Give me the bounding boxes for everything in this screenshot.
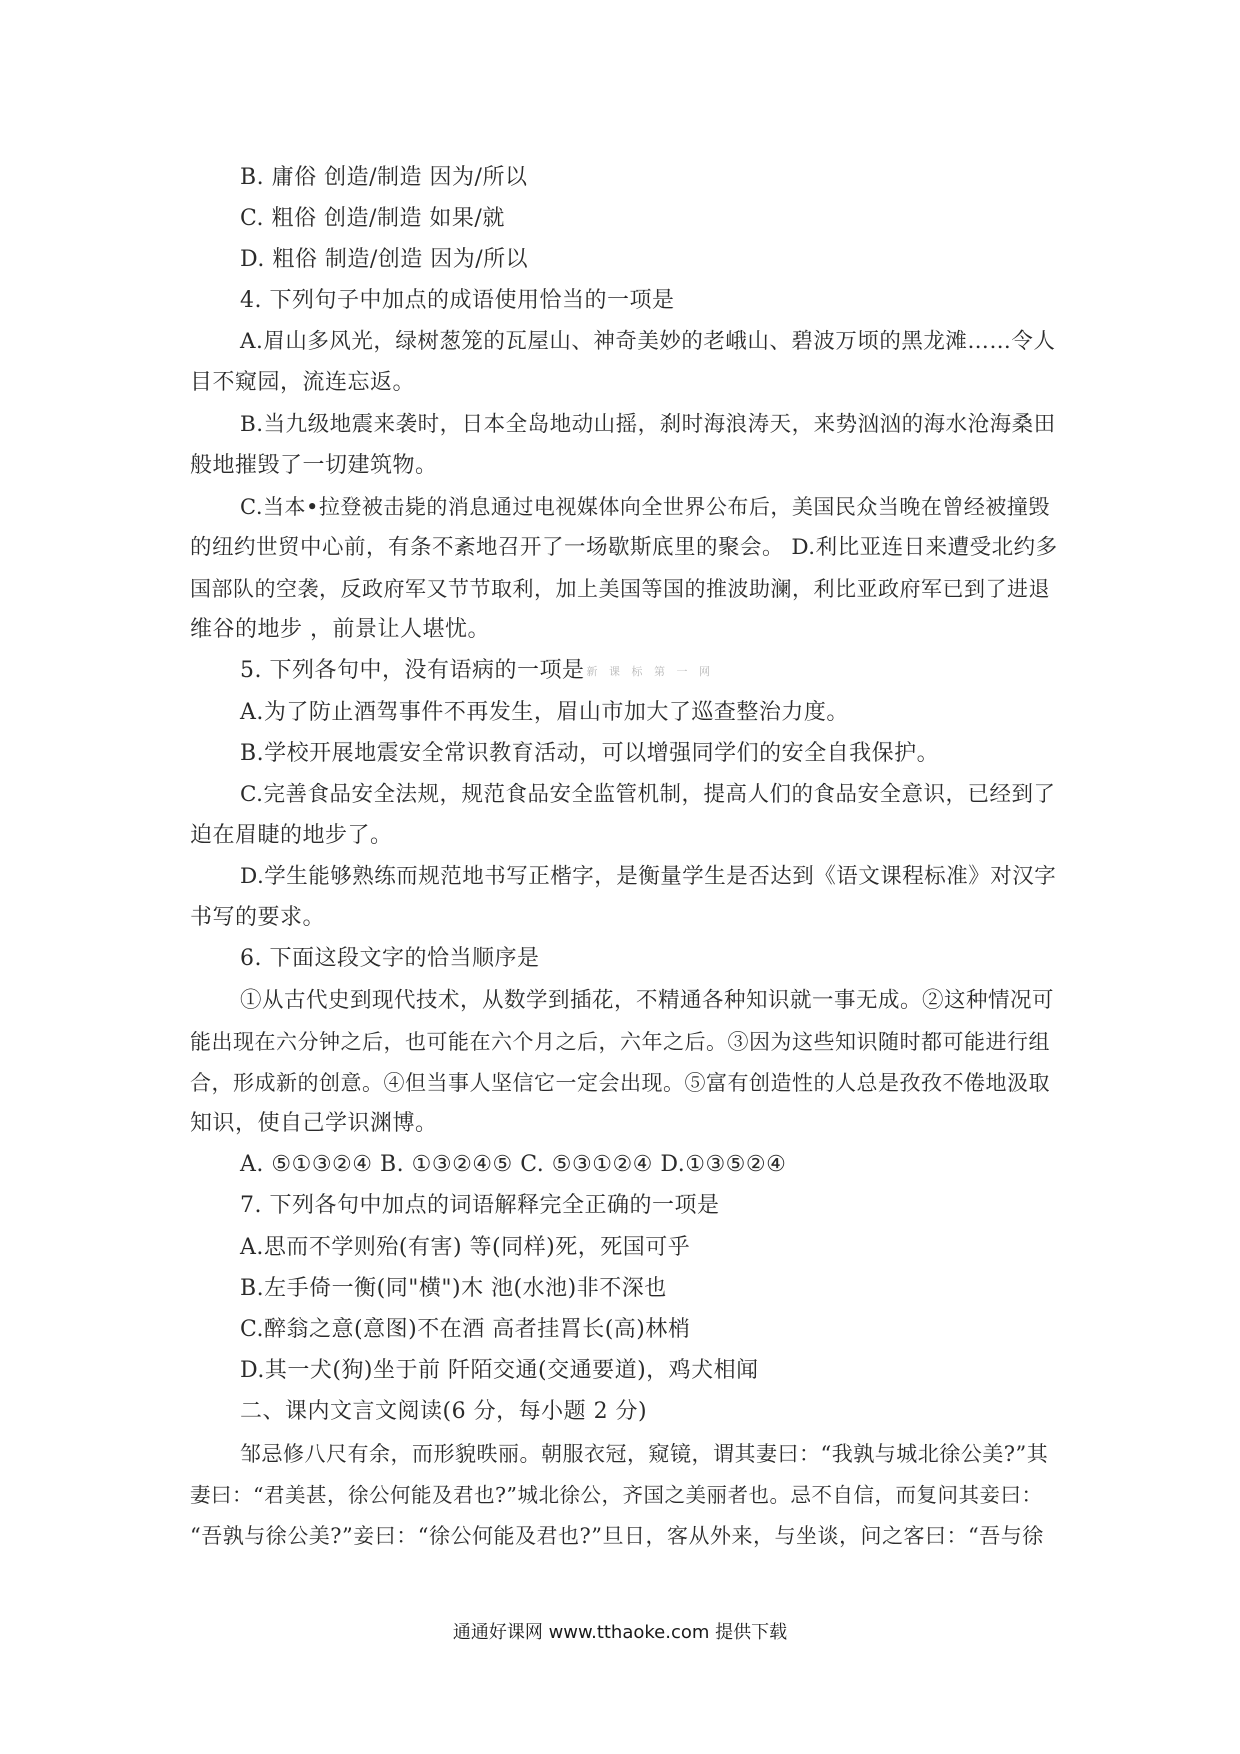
question-5	[240, 656, 714, 687]
q5-option-d-line-1: D.学生能够熟练而规范地书写正楷字，是衡量学生是否达到《语文课程标准》对汉字	[240, 864, 1057, 889]
q7-option-a: A.思而不学则殆(有害) 等(同样)死，死国可乎	[240, 1235, 691, 1260]
q6-passage-line-2: 能出现在六分钟之后，也可能在六个月之后，六年之后。③因为这些知识随时都可能进行组	[190, 1030, 1050, 1054]
question-5-text: 5. 下列各句中，没有语病的一项是	[240, 658, 585, 683]
reading-passage-line-1: 邹忌修八尺有余，而形貌昳丽。朝服衣冠，窥镜，谓其妻曰：“我孰与城北徐公美?”其	[240, 1442, 1049, 1466]
q6-passage-line-4: 知识，使自己学识渊博。	[190, 1111, 438, 1136]
q5-option-c-line-1: C.完善食品安全法规，规范食品安全监管机制，提高人们的食品安全意识，已经到了	[240, 782, 1056, 807]
q6-options: A. ⑤①③②④ B. ①③②④⑤ C. ⑤③①②④ D.①③⑤②④	[240, 1152, 787, 1177]
q5-option-c-line-2: 迫在眉睫的地步了。	[190, 823, 393, 848]
option-3c: C. 粗俗 创造/制造 如果/就	[240, 206, 505, 231]
q4-option-c-line-1: C.当本•拉登被击毙的消息通过电视媒体向全世界公布后，美国民众当晚在曾经被撞毁	[240, 495, 1050, 519]
q6-passage-line-1: ①从古代史到现代技术，从数学到插花，不精通各种知识就一事无成。②这种情况可	[240, 988, 1055, 1013]
q4-option-d-line-2: 维谷的地步 ，前景让人堪忧。	[190, 617, 490, 642]
reading-passage-line-2: 妻曰：“君美甚，徐公何能及君也?”城北徐公，齐国之美丽者也。忌不自信，而复问其妾曰：	[190, 1483, 1043, 1507]
q5-option-a: A.为了防止酒驾事件不再发生，眉山市加大了巡查整治力度。	[240, 700, 849, 725]
q5-option-d-line-2: 书写的要求。	[190, 905, 326, 930]
q4-option-d-line-1: 国部队的空袭，反政府军又节节取利，加上美国等国的推波助澜，利比亚政府军已到了进退	[190, 577, 1050, 601]
question-4: 4. 下列句子中加点的成语使用恰当的一项是	[240, 288, 675, 313]
q4-option-b-line-1: B.当九级地震来袭时，日本全岛地动山摇，刹时海浪涛天，来势汹汹的海水沧海桑田	[240, 412, 1056, 437]
section-heading: 二、课内文言文阅读(6 分，每小题 2 分)	[240, 1399, 648, 1424]
option-3b: B. 庸俗 创造/制造 因为/所以	[240, 165, 528, 190]
q5-option-b: B.学校开展地震安全常识教育活动，可以增强同学们的安全自我保护。	[240, 741, 940, 766]
q6-passage-line-3: 合，形成新的创意。④但当事人坚信它一定会出现。⑤富有创造性的人总是孜孜不倦地汲取	[190, 1071, 1050, 1095]
watermark: 新 课 标 第 一 网	[586, 665, 714, 678]
q7-option-d: D.其一犬(狗)坐于前 阡陌交通(交通要道)，鸡犬相闻	[240, 1358, 759, 1383]
option-3d: D. 粗俗 制造/创造 因为/所以	[240, 247, 529, 272]
q7-option-b: B.左手倚一衡(同"横")木 池(水池)非不深也	[240, 1276, 667, 1301]
page-footer: 通通好课网 www.tthaoke.com 提供下载	[452, 1622, 788, 1643]
q4-option-c-line-2: 的纽约世贸中心前，有条不紊地召开了一场歇斯底里的聚会。 D.利比亚连日来遭受北约多	[190, 535, 1058, 560]
question-7: 7. 下列各句中加点的词语解释完全正确的一项是	[240, 1193, 720, 1218]
q4-option-b-line-2: 般地摧毁了一切建筑物。	[190, 453, 438, 478]
q4-option-a-line-1: A.眉山多风光，绿树葱笼的瓦屋山、神奇美妙的老峨山、碧波万顷的黑龙滩……令人	[240, 329, 1056, 354]
reading-passage-line-3: “吾孰与徐公美?”妾曰：“徐公何能及君也?”旦日，客从外来，与坐谈，问之客曰：“吾与徐	[190, 1524, 1044, 1548]
question-6: 6. 下面这段文字的恰当顺序是	[240, 946, 540, 971]
q4-option-a-line-2: 目不窥园，流连忘返。	[190, 370, 416, 395]
q7-option-c: C.醉翁之意(意图)不在酒 高者挂罥长(高)林梢	[240, 1317, 691, 1342]
